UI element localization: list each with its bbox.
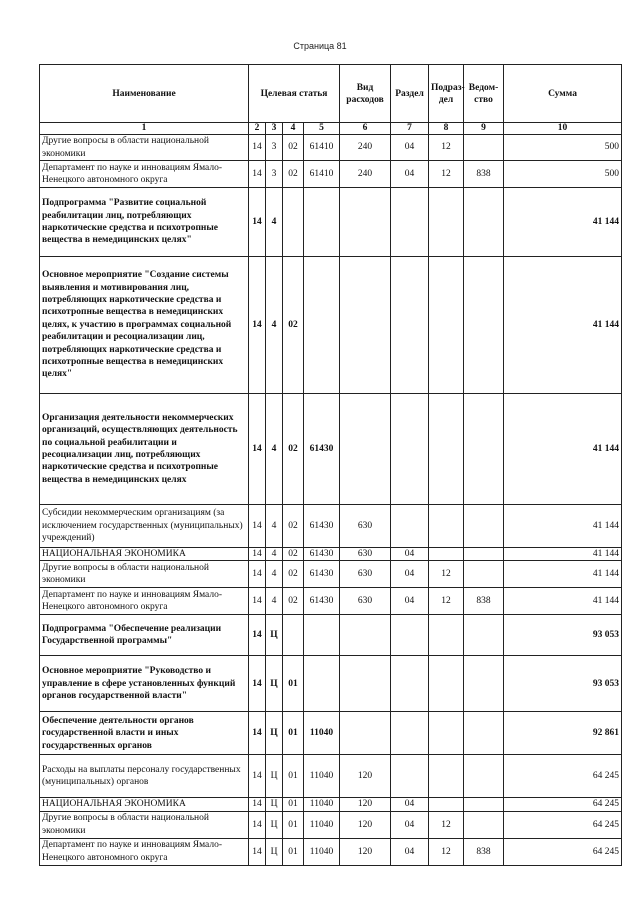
row-name: Департамент по науке и инновациям Ямало-Ненецкого автономного округа (40, 588, 249, 615)
row-event: 01 (283, 656, 304, 712)
column-number: 3 (266, 123, 283, 135)
row-razdel: 04 (391, 548, 429, 561)
row-vid: 630 (340, 548, 391, 561)
row-vedomstvo (464, 505, 504, 548)
row-event: 02 (283, 394, 304, 505)
table-body (40, 135, 622, 866)
row-sum: 41 144 (504, 394, 622, 505)
row-vedomstvo (464, 561, 504, 588)
row-podrazdel (429, 394, 464, 505)
row-direction: 61410 (304, 135, 340, 161)
row-sum: 41 144 (504, 188, 622, 257)
row-name: Другие вопросы в области национальной экономики (40, 135, 249, 161)
column-number: 4 (283, 123, 304, 135)
row-direction: 61430 (304, 561, 340, 588)
table-row (40, 548, 622, 561)
row-direction (304, 615, 340, 656)
row-vedomstvo (464, 257, 504, 394)
row-razdel: 04 (391, 838, 429, 865)
row-vid (340, 615, 391, 656)
table-row (40, 712, 622, 755)
row-name: Другие вопросы в области национальной экономики (40, 811, 249, 838)
row-sum: 93 053 (504, 615, 622, 656)
row-podrazdel (429, 188, 464, 257)
row-vid: 630 (340, 505, 391, 548)
row-section: 14 (249, 712, 266, 755)
column-number: 7 (391, 123, 429, 135)
column-number: 8 (429, 123, 464, 135)
table-row (40, 394, 622, 505)
row-sum: 41 144 (504, 548, 622, 561)
row-sum: 64 245 (504, 798, 622, 811)
row-name: НАЦИОНАЛЬНАЯ ЭКОНОМИКА (40, 548, 249, 561)
row-event: 01 (283, 838, 304, 865)
row-podrazdel (429, 257, 464, 394)
row-direction: 11040 (304, 798, 340, 811)
row-vid (340, 188, 391, 257)
row-subprogram: 4 (266, 188, 283, 257)
row-section: 14 (249, 561, 266, 588)
row-sum: 41 144 (504, 561, 622, 588)
row-vedomstvo: 838 (464, 588, 504, 615)
row-direction: 11040 (304, 811, 340, 838)
column-number: 1 (40, 123, 249, 135)
row-sum: 64 245 (504, 755, 622, 798)
row-direction (304, 656, 340, 712)
row-section: 14 (249, 588, 266, 615)
row-direction: 61430 (304, 588, 340, 615)
row-vedomstvo (464, 615, 504, 656)
header-target: Целевая статья (249, 65, 340, 123)
row-podrazdel (429, 505, 464, 548)
row-razdel: 04 (391, 588, 429, 615)
header-podrazdel: Подраз-дел (429, 65, 464, 123)
row-razdel (391, 755, 429, 798)
row-name: Обеспечение деятельности органов государственной власти и иных государственных органов (40, 712, 249, 755)
row-subprogram: 4 (266, 561, 283, 588)
row-event (283, 188, 304, 257)
row-vedomstvo: 838 (464, 838, 504, 865)
row-section: 14 (249, 755, 266, 798)
row-vid: 120 (340, 811, 391, 838)
row-event: 02 (283, 135, 304, 161)
row-podrazdel: 12 (429, 161, 464, 188)
row-event: 02 (283, 257, 304, 394)
row-event: 02 (283, 505, 304, 548)
row-section: 14 (249, 135, 266, 161)
row-section: 14 (249, 656, 266, 712)
budget-table (39, 64, 622, 866)
row-vedomstvo (464, 135, 504, 161)
row-section: 14 (249, 505, 266, 548)
column-number: 6 (340, 123, 391, 135)
column-number: 10 (504, 123, 622, 135)
row-podrazdel: 12 (429, 838, 464, 865)
row-subprogram: 4 (266, 588, 283, 615)
row-razdel (391, 505, 429, 548)
row-podrazdel (429, 615, 464, 656)
column-number: 9 (464, 123, 504, 135)
row-direction: 61430 (304, 548, 340, 561)
row-vid (340, 712, 391, 755)
row-sum: 64 245 (504, 838, 622, 865)
row-vid: 240 (340, 135, 391, 161)
row-podrazdel: 12 (429, 588, 464, 615)
row-vedomstvo (464, 798, 504, 811)
row-direction: 11040 (304, 712, 340, 755)
row-event: 02 (283, 548, 304, 561)
row-razdel (391, 656, 429, 712)
table-row (40, 615, 622, 656)
column-number: 2 (249, 123, 266, 135)
row-sum: 92 861 (504, 712, 622, 755)
row-podrazdel: 12 (429, 561, 464, 588)
row-vid: 630 (340, 561, 391, 588)
row-direction: 61430 (304, 394, 340, 505)
header-row (40, 65, 622, 123)
row-subprogram: 4 (266, 257, 283, 394)
table-row (40, 505, 622, 548)
column-number-row (40, 123, 622, 135)
row-section: 14 (249, 798, 266, 811)
row-name: Основное мероприятие "Руководство и управление в сфере установленных функций органов государственной власти" (40, 656, 249, 712)
row-vid: 120 (340, 755, 391, 798)
row-sum: 500 (504, 135, 622, 161)
row-event: 01 (283, 798, 304, 811)
row-name: Подпрограмма "Обеспечение реализации Государственной программы" (40, 615, 249, 656)
row-subprogram: 3 (266, 135, 283, 161)
table-row (40, 161, 622, 188)
row-vedomstvo (464, 394, 504, 505)
table-row (40, 257, 622, 394)
row-vid: 630 (340, 588, 391, 615)
row-event: 01 (283, 811, 304, 838)
row-podrazdel (429, 656, 464, 712)
row-section: 14 (249, 838, 266, 865)
row-name: НАЦИОНАЛЬНАЯ ЭКОНОМИКА (40, 798, 249, 811)
row-section: 14 (249, 548, 266, 561)
table-row (40, 656, 622, 712)
header-vedomstvo: Ведом-ство (464, 65, 504, 123)
row-sum: 64 245 (504, 811, 622, 838)
row-subprogram: Ц (266, 755, 283, 798)
row-name: Организация деятельности некоммерческих организаций, осуществляющих деятельность по социальной реабилитации и ресоциализации лиц, потребляющих наркотические средства и психотропные вещества в немедицинских целях (40, 394, 249, 505)
row-razdel (391, 615, 429, 656)
row-podrazdel (429, 712, 464, 755)
row-subprogram: Ц (266, 656, 283, 712)
table-row (40, 135, 622, 161)
row-name: Департамент по науке и инновациям Ямало-Ненецкого автономного округа (40, 161, 249, 188)
row-section: 14 (249, 161, 266, 188)
row-vid (340, 257, 391, 394)
row-sum: 41 144 (504, 257, 622, 394)
table-row (40, 188, 622, 257)
row-direction: 61410 (304, 161, 340, 188)
row-razdel: 04 (391, 811, 429, 838)
row-section: 14 (249, 188, 266, 257)
header-vid: Вид расходов (340, 65, 391, 123)
header-razdel: Раздел (391, 65, 429, 123)
row-razdel (391, 257, 429, 394)
header-summa: Сумма (504, 65, 622, 123)
table-row (40, 811, 622, 838)
row-subprogram: 4 (266, 548, 283, 561)
row-subprogram: 4 (266, 505, 283, 548)
row-event: 01 (283, 755, 304, 798)
row-vid (340, 656, 391, 712)
row-name: Основное мероприятие "Создание системы выявления и мотивирования лиц, потребляющих наркотические средства и психотропные вещества в немедицинских целях, к участию в программах социальной реабилитации и ресоциализации лиц, потребляющих наркотические средства и психотропные вещества в немедицинских целях" (40, 257, 249, 394)
row-name: Субсидии некоммерческим организациям (за исключением государственных (муниципальных) учреждений) (40, 505, 249, 548)
row-direction (304, 188, 340, 257)
row-vid (340, 394, 391, 505)
row-vid: 120 (340, 838, 391, 865)
row-section: 14 (249, 615, 266, 656)
table-row (40, 838, 622, 865)
row-event: 02 (283, 161, 304, 188)
column-number: 5 (304, 123, 340, 135)
page-label: Страница 81 (293, 41, 347, 51)
row-vedomstvo (464, 712, 504, 755)
table-row (40, 755, 622, 798)
row-vedomstvo (464, 656, 504, 712)
row-podrazdel: 12 (429, 135, 464, 161)
row-event: 02 (283, 561, 304, 588)
row-vid: 240 (340, 161, 391, 188)
row-razdel (391, 188, 429, 257)
row-sum: 41 144 (504, 505, 622, 548)
table-row (40, 588, 622, 615)
row-subprogram: Ц (266, 615, 283, 656)
row-name: Другие вопросы в области национальной экономики (40, 561, 249, 588)
row-razdel (391, 394, 429, 505)
row-podrazdel: 12 (429, 811, 464, 838)
row-name: Подпрограмма "Развитие социальной реабилитации лиц, потребляющих наркотические средства и психотропные вещества в немедицинских целях" (40, 188, 249, 257)
header-name: Наименование (40, 65, 249, 123)
row-subprogram: 3 (266, 161, 283, 188)
row-razdel: 04 (391, 798, 429, 811)
row-razdel (391, 712, 429, 755)
row-direction (304, 257, 340, 394)
row-razdel: 04 (391, 161, 429, 188)
row-subprogram: Ц (266, 811, 283, 838)
table-row (40, 798, 622, 811)
row-event: 02 (283, 588, 304, 615)
row-name: Расходы на выплаты персоналу государственных (муниципальных) органов (40, 755, 249, 798)
row-section: 14 (249, 394, 266, 505)
row-sum: 41 144 (504, 588, 622, 615)
row-sum: 500 (504, 161, 622, 188)
row-podrazdel (429, 798, 464, 811)
row-vedomstvo (464, 548, 504, 561)
row-subprogram: Ц (266, 838, 283, 865)
row-vedomstvo (464, 755, 504, 798)
row-subprogram: Ц (266, 798, 283, 811)
row-subprogram: Ц (266, 712, 283, 755)
row-vedomstvo (464, 188, 504, 257)
row-sum: 93 053 (504, 656, 622, 712)
row-section: 14 (249, 811, 266, 838)
row-razdel: 04 (391, 135, 429, 161)
row-vedomstvo (464, 811, 504, 838)
row-podrazdel (429, 755, 464, 798)
row-name: Департамент по науке и инновациям Ямало-Ненецкого автономного округа (40, 838, 249, 865)
table-row (40, 561, 622, 588)
row-direction: 11040 (304, 755, 340, 798)
row-direction: 61430 (304, 505, 340, 548)
row-section: 14 (249, 257, 266, 394)
row-subprogram: 4 (266, 394, 283, 505)
row-event: 01 (283, 712, 304, 755)
row-vedomstvo: 838 (464, 161, 504, 188)
row-direction: 11040 (304, 838, 340, 865)
row-vid: 120 (340, 798, 391, 811)
row-event (283, 615, 304, 656)
row-razdel: 04 (391, 561, 429, 588)
row-podrazdel (429, 548, 464, 561)
